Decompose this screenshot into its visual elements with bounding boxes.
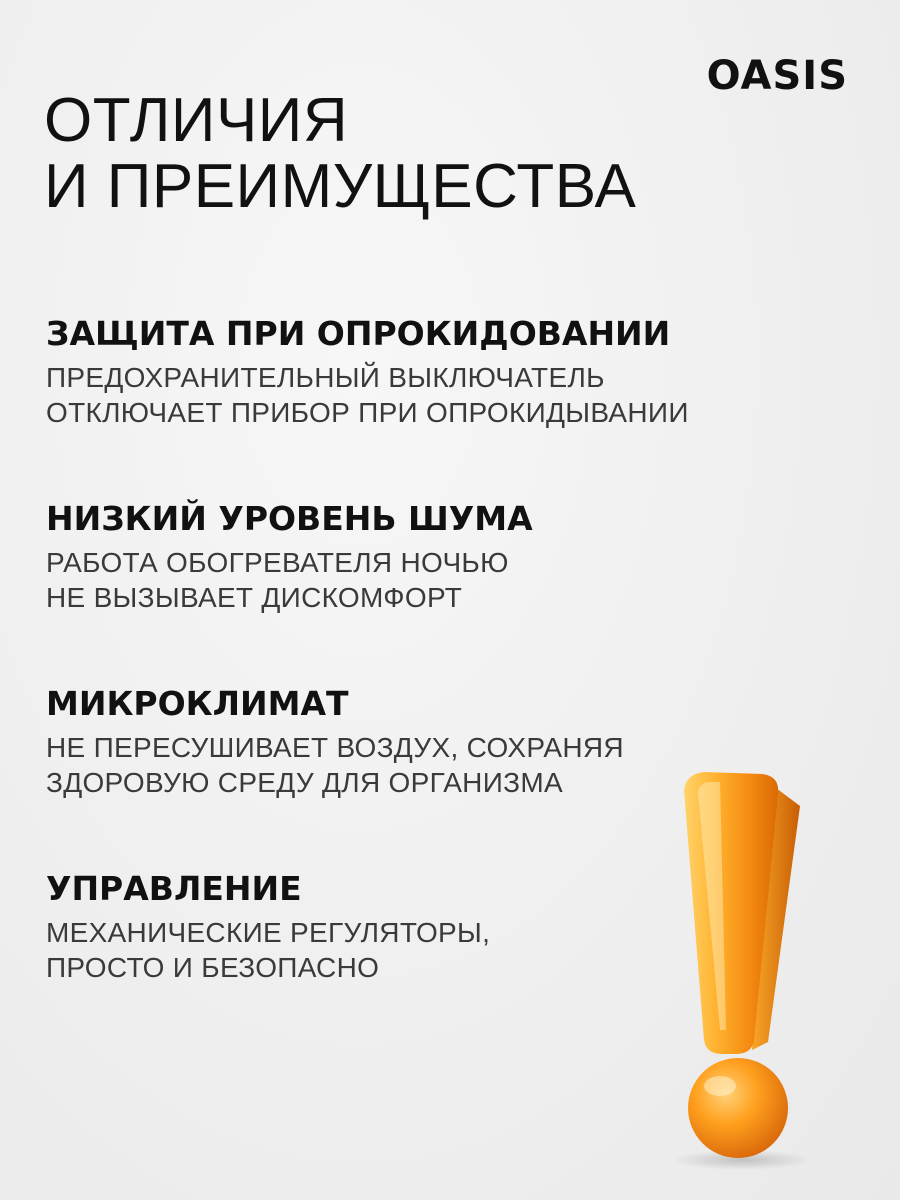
feature-description-line: ОТКЛЮЧАЕТ ПРИБОР ПРИ ОПРОКИДЫВАНИИ (46, 397, 689, 428)
feature-description-line: МЕХАНИЧЕСКИЕ РЕГУЛЯТОРЫ, (46, 917, 491, 948)
feature-description-line: РАБОТА ОБОГРЕВАТЕЛЯ НОЧЬЮ (46, 547, 509, 578)
feature-description (46, 915, 686, 985)
feature-heading: НИЗКИЙ УРОВЕНЬ ШУМА (46, 499, 533, 538)
feature-description-line: НЕ ВЫЗЫВАЕТ ДИСКОМФОРТ (46, 582, 463, 613)
brand-logo: OASIS (706, 53, 848, 99)
feature-description (46, 360, 689, 430)
feature-heading: ЗАЩИТА ПРИ ОПРОКИДОВАНИИ (46, 314, 671, 353)
feature-tip-over-protection (46, 310, 689, 495)
feature-low-noise (46, 495, 686, 680)
page-title (44, 88, 636, 220)
feature-description-line: НЕ ПЕРЕСУШИВАЕТ ВОЗДУХ, СОХРАНЯЯ (46, 732, 624, 763)
page-title-line-1: ОТЛИЧИЯ (44, 86, 349, 155)
feature-description (46, 730, 686, 800)
features-list (46, 310, 689, 1050)
feature-heading: УПРАВЛЕНИЕ (46, 869, 302, 908)
feature-description-line: ПРЕДОХРАНИТЕЛЬНЫЙ ВЫКЛЮЧАТЕЛЬ (46, 362, 605, 393)
feature-microclimate (46, 680, 686, 865)
feature-description-line: ЗДОРОВУЮ СРЕДУ ДЛЯ ОРГАНИЗМА (46, 767, 563, 798)
feature-control (46, 865, 686, 1050)
feature-heading: МИКРОКЛИМАТ (46, 684, 349, 723)
exclamation-mark-icon (640, 760, 840, 1180)
page-title-line-2: И ПРЕИМУЩЕСТВА (44, 152, 637, 221)
feature-description (46, 545, 686, 615)
feature-description-line: ПРОСТО И БЕЗОПАСНО (46, 952, 380, 983)
